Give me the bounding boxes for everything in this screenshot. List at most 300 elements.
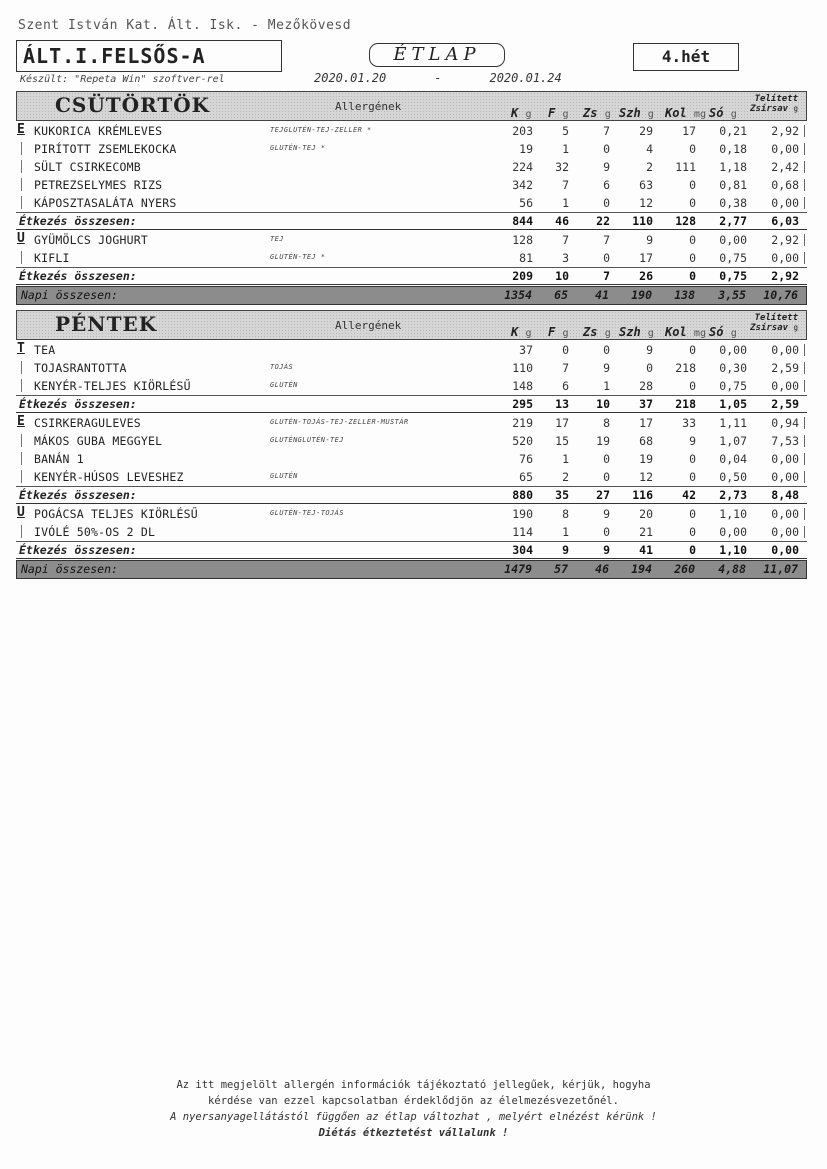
meal-total-row bbox=[16, 395, 807, 413]
nutrient-value: 0,81 bbox=[719, 178, 747, 192]
dish-allergens: GLUTÉN bbox=[270, 381, 298, 389]
nutrient-value: 219 bbox=[512, 416, 533, 430]
dish-name: BANÁN 1 bbox=[34, 452, 84, 466]
dish-name: KUKORICA KRÉMLEVES bbox=[34, 124, 163, 138]
nutrient-value: 295 bbox=[512, 397, 533, 411]
nutrient-value: 9 bbox=[603, 507, 610, 521]
day-name: PÉNTEK bbox=[55, 312, 158, 336]
nutrient-value: 10,76 bbox=[763, 288, 798, 302]
date-from: 2020.01.20 bbox=[314, 71, 387, 85]
nutrient-value: 1354 bbox=[504, 288, 532, 302]
nutrient-value: 0 bbox=[689, 196, 696, 210]
saturated-fat-header bbox=[750, 313, 798, 333]
nutrient-value: 1 bbox=[562, 525, 569, 539]
nutrient-value: 3 bbox=[562, 251, 569, 265]
nutrient-value: 2 bbox=[646, 160, 653, 174]
nutrient-value: 5 bbox=[562, 124, 569, 138]
nutrient-value: 7 bbox=[562, 361, 569, 375]
nutrient-value: 10 bbox=[596, 397, 610, 411]
dish-name: GYÜMÖLCS JOGHURT bbox=[34, 233, 148, 247]
nutrient-value: 844 bbox=[512, 214, 533, 228]
column-unit: g bbox=[647, 109, 654, 120]
fatty-acid-unit: g bbox=[793, 104, 798, 113]
nutrient-value: 148 bbox=[512, 379, 533, 393]
column-label: K bbox=[511, 325, 519, 339]
daily-total-label: Napi összesen: bbox=[21, 288, 118, 302]
nutrient-value: 520 bbox=[512, 434, 533, 448]
row-right-bar bbox=[804, 179, 805, 191]
meal-total-label: Étkezés összesen: bbox=[19, 397, 137, 411]
column-header bbox=[709, 325, 737, 339]
nutrient-value: 2,42 bbox=[771, 160, 799, 174]
column-header bbox=[665, 106, 706, 120]
nutrient-value: 0 bbox=[689, 142, 696, 156]
nutrient-value: 2,77 bbox=[719, 214, 747, 228]
nutrient-value: 4 bbox=[646, 142, 653, 156]
nutrient-value: 7 bbox=[603, 233, 610, 247]
nutrient-value: 0,00 bbox=[719, 233, 747, 247]
nutrient-value: 15 bbox=[555, 434, 569, 448]
daily-total-row bbox=[16, 560, 807, 579]
nutrient-value: 46 bbox=[555, 214, 569, 228]
meal-type-mark: T bbox=[17, 341, 25, 356]
nutrient-value: 0 bbox=[689, 379, 696, 393]
meal-type-mark: U bbox=[17, 231, 25, 246]
row-right-bar bbox=[804, 526, 805, 538]
column-unit: mg bbox=[693, 109, 706, 120]
row-right-bar bbox=[804, 197, 805, 209]
nutrient-value: 0,21 bbox=[719, 124, 747, 138]
nutrient-value: 1,07 bbox=[719, 434, 747, 448]
nutrient-value: 1,18 bbox=[719, 160, 747, 174]
row-bar bbox=[21, 142, 22, 155]
row-right-bar bbox=[804, 234, 805, 246]
nutrient-value: 0,00 bbox=[771, 507, 799, 521]
column-header bbox=[511, 106, 532, 120]
column-unit: g bbox=[604, 109, 611, 120]
meal-type-mark: E bbox=[17, 122, 25, 137]
nutrient-value: 65 bbox=[519, 470, 533, 484]
nutrient-value: 21 bbox=[639, 525, 653, 539]
dish-name: PETREZSELYMES RIZS bbox=[34, 178, 163, 192]
dish-allergens: TOJÁS bbox=[270, 363, 294, 371]
footer-line-2: kérdése van ezzel kapcsolatban érdeklődjön az élelmezésvezetőnél. bbox=[208, 1095, 619, 1107]
column-label: Zs bbox=[583, 325, 598, 339]
column-unit: g bbox=[525, 328, 532, 339]
menu-item-row bbox=[16, 468, 807, 486]
meal-type-mark: U bbox=[17, 505, 25, 520]
nutrient-value: 0 bbox=[689, 251, 696, 265]
nutrient-value: 0,18 bbox=[719, 142, 747, 156]
meal-total-label: Étkezés összesen: bbox=[19, 488, 137, 502]
nutrient-value: 0 bbox=[603, 470, 610, 484]
nutrient-value: 0,75 bbox=[719, 251, 747, 265]
class-name: ÁLT.I.FELSŐS-A bbox=[16, 40, 282, 72]
nutrient-value: 2,92 bbox=[771, 124, 799, 138]
nutrient-value: 6 bbox=[603, 178, 610, 192]
nutrient-value: 6 bbox=[562, 379, 569, 393]
nutrient-value: 0,50 bbox=[719, 470, 747, 484]
nutrient-value: 0,00 bbox=[771, 525, 799, 539]
column-header bbox=[583, 106, 611, 120]
nutrient-value: 1,05 bbox=[719, 397, 747, 411]
nutrient-value: 17 bbox=[682, 124, 696, 138]
menu-item-row bbox=[16, 176, 807, 194]
nutrient-value: 9 bbox=[603, 543, 610, 557]
nutrient-value: 12 bbox=[639, 470, 653, 484]
column-unit: g bbox=[562, 109, 569, 120]
nutrient-value: 260 bbox=[674, 562, 695, 576]
row-bar bbox=[21, 160, 22, 173]
menu-item-row bbox=[16, 231, 807, 249]
nutrient-value: 218 bbox=[675, 361, 696, 375]
dish-name: MÁKOS GUBA MEGGYEL bbox=[34, 434, 163, 448]
column-header bbox=[619, 106, 654, 120]
daily-total-row bbox=[16, 286, 807, 305]
column-label: F bbox=[548, 106, 556, 120]
nutrient-value: 9 bbox=[603, 160, 610, 174]
nutrient-value: 3,55 bbox=[718, 288, 746, 302]
nutrient-value: 7 bbox=[603, 269, 610, 283]
dish-name: TOJASRANTOTTA bbox=[34, 361, 127, 375]
dish-allergens: GLUTÉN-TEJ * bbox=[270, 144, 326, 152]
column-header bbox=[548, 325, 569, 339]
column-header bbox=[511, 325, 532, 339]
column-label: Szh bbox=[619, 325, 641, 339]
nutrient-value: 0,94 bbox=[771, 416, 799, 430]
dish-name: SÜLT CSIRKECOMB bbox=[34, 160, 141, 174]
menu-item-row bbox=[16, 450, 807, 468]
nutrient-value: 2,59 bbox=[771, 397, 799, 411]
nutrient-value: 128 bbox=[512, 233, 533, 247]
nutrient-value: 114 bbox=[512, 525, 533, 539]
nutrient-value: 209 bbox=[512, 269, 533, 283]
column-unit: mg bbox=[693, 328, 706, 339]
nutrient-value: 4,88 bbox=[718, 562, 746, 576]
footer-line-4: Diétás étkeztetést vállalunk ! bbox=[318, 1127, 509, 1139]
nutrient-value: 12 bbox=[639, 196, 653, 210]
nutrient-value: 28 bbox=[639, 379, 653, 393]
nutrient-value: 110 bbox=[632, 214, 653, 228]
nutrient-value: 17 bbox=[555, 416, 569, 430]
nutrient-value: 1479 bbox=[504, 562, 532, 576]
nutrient-value: 9 bbox=[646, 233, 653, 247]
meal-total-label: Étkezés összesen: bbox=[19, 543, 137, 557]
column-header bbox=[583, 325, 611, 339]
nutrient-value: 63 bbox=[639, 178, 653, 192]
nutrient-value: 1,10 bbox=[719, 543, 747, 557]
allergen-column-header: Allergének bbox=[335, 100, 402, 113]
column-label: Zs bbox=[583, 106, 598, 120]
nutrient-value: 0,00 bbox=[771, 379, 799, 393]
nutrient-value: 32 bbox=[555, 160, 569, 174]
column-label: F bbox=[548, 325, 556, 339]
dish-name: KENYÉR-HÚSOS LEVESHEZ bbox=[34, 470, 184, 484]
row-bar bbox=[21, 361, 22, 374]
nutrient-value: 111 bbox=[675, 160, 696, 174]
dish-allergens: GLUTÉN-TEJ-TOJÁS bbox=[270, 509, 344, 517]
nutrient-value: 128 bbox=[675, 214, 696, 228]
day-name: CSÜTÖRTÖK bbox=[55, 93, 211, 117]
date-range bbox=[314, 71, 562, 85]
meal-total-label: Étkezés összesen: bbox=[19, 214, 137, 228]
fatty-acid-text: Zsírsav bbox=[750, 323, 789, 333]
fatty-acid-text: Zsírsav bbox=[750, 104, 789, 114]
footer-line-1: Az itt megjelölt allergén információk tájékoztató jellegűek, kérjük, hogyha bbox=[176, 1079, 651, 1091]
saturated-label: Telített bbox=[754, 94, 798, 104]
column-label: Só bbox=[709, 106, 724, 120]
nutrient-value: 29 bbox=[639, 124, 653, 138]
column-header bbox=[709, 106, 737, 120]
nutrient-value: 17 bbox=[639, 416, 653, 430]
nutrient-value: 0,00 bbox=[771, 142, 799, 156]
nutrient-value: 81 bbox=[519, 251, 533, 265]
allergen-column-header: Allergének bbox=[335, 319, 402, 332]
nutrient-value: 46 bbox=[595, 562, 609, 576]
menu-item-row bbox=[16, 523, 807, 541]
row-right-bar bbox=[804, 362, 805, 374]
column-label: Só bbox=[709, 325, 724, 339]
column-header bbox=[665, 325, 706, 339]
nutrient-value: 2,92 bbox=[771, 269, 799, 283]
nutrient-value: 19 bbox=[639, 452, 653, 466]
nutrient-value: 0,68 bbox=[771, 178, 799, 192]
nutrient-value: 190 bbox=[631, 288, 652, 302]
nutrient-value: 1 bbox=[562, 196, 569, 210]
dish-name: KÁPOSZTASALÁTA NYERS bbox=[34, 196, 177, 210]
fatty-acid-label bbox=[750, 323, 798, 333]
nutrient-value: 26 bbox=[639, 269, 653, 283]
nutrient-value: 9 bbox=[603, 361, 610, 375]
dish-allergens: TEJGLUTÉN-TEJ-ZELLER * bbox=[270, 126, 372, 134]
column-unit: g bbox=[562, 328, 569, 339]
nutrient-value: 17 bbox=[639, 251, 653, 265]
row-right-bar bbox=[804, 252, 805, 264]
menu-item-row bbox=[16, 414, 807, 432]
nutrient-value: 7 bbox=[603, 124, 610, 138]
day-header bbox=[16, 91, 807, 121]
day-header bbox=[16, 310, 807, 340]
meal-total-row bbox=[16, 541, 807, 559]
nutrient-value: 0,00 bbox=[719, 525, 747, 539]
nutrient-value: 190 bbox=[512, 507, 533, 521]
nutrient-value: 9 bbox=[646, 343, 653, 357]
nutrient-value: 2,59 bbox=[771, 361, 799, 375]
nutrient-value: 0 bbox=[689, 507, 696, 521]
nutrient-value: 7 bbox=[562, 178, 569, 192]
menu-item-row bbox=[16, 249, 807, 267]
nutrient-value: 65 bbox=[554, 288, 568, 302]
menu-item-row bbox=[16, 359, 807, 377]
nutrient-value: 0,00 bbox=[771, 251, 799, 265]
column-unit: g bbox=[730, 328, 737, 339]
week-label: 4.hét bbox=[633, 43, 739, 71]
nutrient-value: 0 bbox=[603, 525, 610, 539]
nutrient-value: 37 bbox=[519, 343, 533, 357]
nutrient-value: 0 bbox=[689, 470, 696, 484]
nutrient-value: 2,73 bbox=[719, 488, 747, 502]
column-label: Kol bbox=[665, 325, 687, 339]
nutrient-value: 37 bbox=[639, 397, 653, 411]
nutrient-value: 56 bbox=[519, 196, 533, 210]
nutrient-value: 20 bbox=[639, 507, 653, 521]
daily-total-label: Napi összesen: bbox=[21, 562, 118, 576]
nutrient-value: 342 bbox=[512, 178, 533, 192]
date-separator: - bbox=[434, 71, 442, 85]
dish-allergens: GLUTÉN-TOJÁS-TEJ-ZELLER-MUSTÁR bbox=[270, 418, 409, 426]
dish-name: CSIRKERAGULEVES bbox=[34, 416, 141, 430]
nutrient-value: 0,00 bbox=[771, 470, 799, 484]
nutrient-value: 11,07 bbox=[763, 562, 798, 576]
dish-name: KIFLI bbox=[34, 251, 70, 265]
nutrient-value: 0,00 bbox=[719, 343, 747, 357]
dish-name: POGÁCSA TELJES KIÖRLÉSŰ bbox=[34, 507, 198, 521]
row-bar bbox=[21, 196, 22, 209]
nutrient-value: 0 bbox=[603, 196, 610, 210]
nutrient-value: 19 bbox=[596, 434, 610, 448]
nutrient-value: 7,53 bbox=[771, 434, 799, 448]
menu-item-row bbox=[16, 341, 807, 359]
nutrient-value: 0 bbox=[689, 178, 696, 192]
row-bar bbox=[21, 470, 22, 483]
nutrient-value: 0 bbox=[689, 269, 696, 283]
nutrient-value: 0 bbox=[562, 343, 569, 357]
nutrient-value: 35 bbox=[555, 488, 569, 502]
nutrient-value: 1,10 bbox=[719, 507, 747, 521]
nutrient-value: 41 bbox=[595, 288, 609, 302]
column-unit: g bbox=[604, 328, 611, 339]
fatty-acid-label bbox=[750, 104, 798, 114]
menu-item-row bbox=[16, 122, 807, 140]
nutrient-value: 880 bbox=[512, 488, 533, 502]
dish-allergens: GLUTÉN bbox=[270, 472, 298, 480]
meal-total-row bbox=[16, 267, 807, 285]
nutrient-value: 0 bbox=[603, 343, 610, 357]
dish-allergens: TEJ bbox=[270, 235, 284, 243]
menu-item-row bbox=[16, 432, 807, 450]
nutrient-value: 0 bbox=[689, 233, 696, 247]
nutrient-value: 0,75 bbox=[719, 379, 747, 393]
nutrient-value: 27 bbox=[596, 488, 610, 502]
nutrient-value: 8 bbox=[562, 507, 569, 521]
menu-item-row bbox=[16, 194, 807, 212]
nutrient-value: 10 bbox=[555, 269, 569, 283]
footer-line-3: A nyersanyagellátástól függően az étlap változhat , melyért elnézést kérünk ! bbox=[170, 1111, 657, 1123]
nutrient-value: 116 bbox=[632, 488, 653, 502]
column-unit: g bbox=[647, 328, 654, 339]
date-to: 2020.01.24 bbox=[489, 71, 562, 85]
nutrient-value: 0 bbox=[603, 452, 610, 466]
row-bar bbox=[21, 178, 22, 191]
nutrient-value: 0,30 bbox=[719, 361, 747, 375]
nutrient-value: 0 bbox=[689, 525, 696, 539]
nutrient-value: 1 bbox=[562, 142, 569, 156]
meal-total-row bbox=[16, 212, 807, 230]
nutrient-value: 8 bbox=[603, 416, 610, 430]
row-bar bbox=[21, 452, 22, 465]
nutrient-value: 0,00 bbox=[771, 452, 799, 466]
nutrient-value: 224 bbox=[512, 160, 533, 174]
dish-allergens: GLUTÉN-TEJ * bbox=[270, 253, 326, 261]
nutrient-value: 138 bbox=[674, 288, 695, 302]
nutrient-value: 0 bbox=[603, 251, 610, 265]
school-name: Szent István Kat. Ált. Isk. - Mezőkövesd bbox=[18, 18, 352, 33]
row-right-bar bbox=[804, 125, 805, 137]
row-right-bar bbox=[804, 344, 805, 356]
nutrient-value: 76 bbox=[519, 452, 533, 466]
menu-item-row bbox=[16, 158, 807, 176]
column-unit: g bbox=[525, 109, 532, 120]
column-label: K bbox=[511, 106, 519, 120]
nutrient-value: 304 bbox=[512, 543, 533, 557]
dish-name: PIRÍTOTT ZSEMLEKOCKA bbox=[34, 142, 177, 156]
row-bar bbox=[21, 434, 22, 447]
nutrient-value: 0 bbox=[689, 543, 696, 557]
row-right-bar bbox=[804, 161, 805, 173]
nutrient-value: 194 bbox=[631, 562, 652, 576]
nutrient-value: 0,00 bbox=[771, 343, 799, 357]
column-label: Szh bbox=[619, 106, 641, 120]
nutrient-value: 0,04 bbox=[719, 452, 747, 466]
column-header bbox=[548, 106, 569, 120]
row-right-bar bbox=[804, 453, 805, 465]
nutrient-value: 7 bbox=[562, 233, 569, 247]
nutrient-value: 0 bbox=[646, 361, 653, 375]
saturated-label: Telített bbox=[754, 313, 798, 323]
page-title: ÉTLAP bbox=[369, 43, 505, 67]
nutrient-value: 33 bbox=[682, 416, 696, 430]
nutrient-value: 9 bbox=[689, 434, 696, 448]
nutrient-value: 203 bbox=[512, 124, 533, 138]
meal-total-label: Étkezés összesen: bbox=[19, 269, 137, 283]
dish-name: IVÓLÉ 50%-OS 2 DL bbox=[34, 525, 156, 539]
row-right-bar bbox=[804, 143, 805, 155]
row-right-bar bbox=[804, 435, 805, 447]
nutrient-value: 0 bbox=[689, 452, 696, 466]
nutrient-value: 2,92 bbox=[771, 233, 799, 247]
nutrient-value: 68 bbox=[639, 434, 653, 448]
menu-item-row bbox=[16, 140, 807, 158]
nutrient-value: 0,00 bbox=[771, 196, 799, 210]
meal-type-mark: E bbox=[17, 414, 25, 429]
software-credit: Készült: "Repeta Win" szoftver-rel bbox=[20, 74, 225, 85]
nutrient-value: 57 bbox=[554, 562, 568, 576]
nutrient-value: 22 bbox=[596, 214, 610, 228]
saturated-fat-header bbox=[750, 94, 798, 114]
row-bar bbox=[21, 525, 22, 538]
dish-name: TEA bbox=[34, 343, 56, 357]
nutrient-value: 0 bbox=[689, 343, 696, 357]
dish-name: KENYÉR-TELJES KIÖRLÉSŰ bbox=[34, 379, 191, 393]
dish-allergens: GLUTÉNGLUTÉN-TEJ bbox=[270, 436, 344, 444]
row-bar bbox=[21, 379, 22, 392]
column-header bbox=[619, 325, 654, 339]
nutrient-value: 9 bbox=[562, 543, 569, 557]
nutrient-value: 42 bbox=[682, 488, 696, 502]
nutrient-value: 2 bbox=[562, 470, 569, 484]
row-bar bbox=[21, 251, 22, 264]
meal-total-row bbox=[16, 486, 807, 504]
menu-item-row bbox=[16, 505, 807, 523]
column-label: Kol bbox=[665, 106, 687, 120]
nutrient-value: 13 bbox=[555, 397, 569, 411]
nutrient-value: 41 bbox=[639, 543, 653, 557]
nutrient-value: 0,75 bbox=[719, 269, 747, 283]
nutrient-value: 218 bbox=[675, 397, 696, 411]
nutrient-value: 6,03 bbox=[771, 214, 799, 228]
row-right-bar bbox=[804, 380, 805, 392]
nutrient-value: 0,00 bbox=[771, 543, 799, 557]
